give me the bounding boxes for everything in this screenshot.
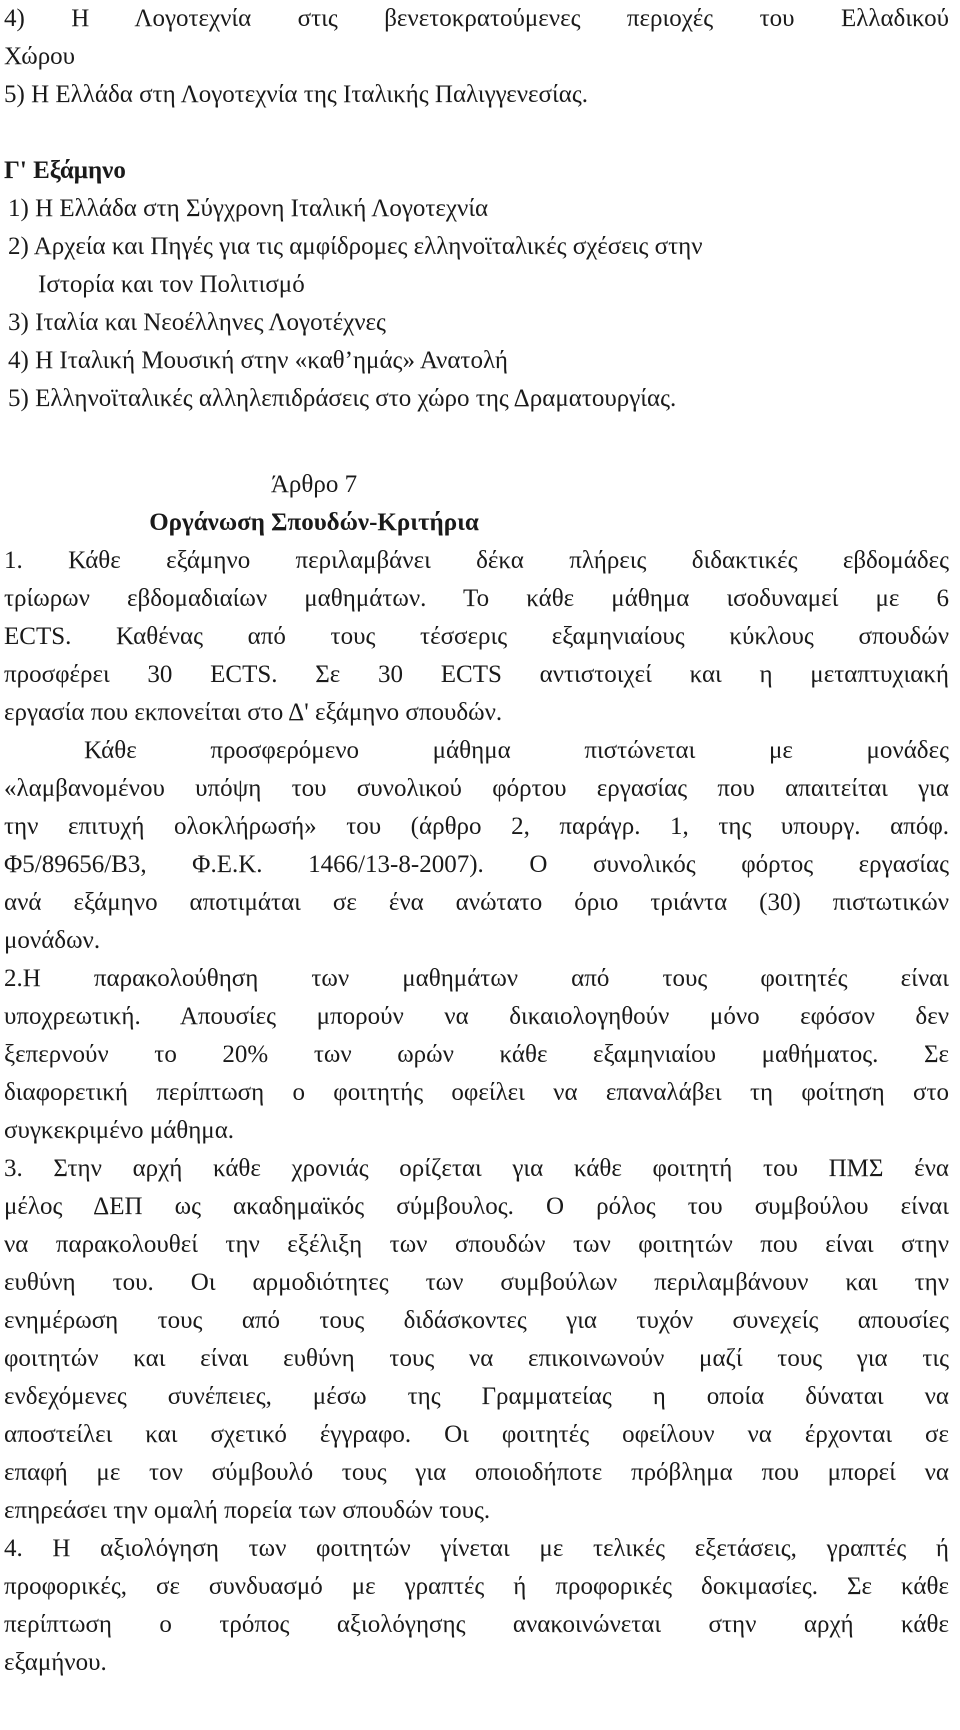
text-line: Φ5/89656/Β3, Φ.Ε.Κ. 1466/13-8-2007). Ο συνολικός φόρτος εργασίας	[4, 851, 949, 878]
text-line: διαφορετική περίπτωση ο φοιτητής οφείλει να επαναλάβει τη φοίτηση στο	[4, 1079, 949, 1106]
text-line: εξαμήνου.	[4, 1649, 107, 1676]
article-number: Άρθρο 7	[270, 471, 358, 498]
list-item: Χώρου	[4, 43, 76, 70]
text-line: ενδεχόμενες συνέπειες, μέσω της Γραμματείας η οποία δύναται να	[4, 1383, 949, 1410]
list-item: 4) Η Λογοτεχνία στις βενετοκρατούμενες περιοχές του Ελλαδικού	[4, 5, 949, 32]
list-item: Ιστορία και τον Πολιτισμό	[38, 271, 305, 298]
text-line: προσφέρει 30 ECTS. Σε 30 ECTS αντιστοιχεί και η μεταπτυχιακή	[4, 661, 949, 688]
document-page	[4, 0, 949, 1682]
paragraph-2	[4, 732, 949, 960]
text-line: ευθύνη του. Οι αρμοδιότητες των συμβούλων περιλαμβάνουν και την	[4, 1269, 949, 1296]
paragraph-1	[4, 542, 949, 732]
text-line: 2.Η παρακολούθηση των μαθημάτων από τους φοιτητές είναι	[4, 965, 949, 992]
list-item: 3) Ιταλία και Νεοέλληνες Λογοτέχνες	[8, 309, 386, 336]
article-heading	[4, 466, 624, 542]
text-line: αποστείλει και σχετικό έγγραφο. Οι φοιτητές οφείλουν να έρχονται σε	[4, 1421, 949, 1448]
top-list	[4, 0, 949, 114]
text-line: μέλος ΔΕΠ ως ακαδημαϊκός σύμβουλος. Ο ρόλος του συμβούλου είναι	[4, 1193, 949, 1220]
semester-c-section	[4, 152, 949, 418]
text-line: επηρεάσει την ομαλή πορεία των σπουδών τους.	[4, 1497, 491, 1524]
text-line: μονάδων.	[4, 927, 101, 954]
text-line: εργασία που εκπονείται στο Δ' εξάμηνο σπουδών.	[4, 699, 503, 726]
text-line: υποχρεωτική. Απουσίες μπορούν να δικαιολογηθούν μόνο εφόσον δεν	[4, 1003, 949, 1030]
text-line: φοιτητών και είναι ευθύνη τους να επικοινωνούν μαζί τους για τις	[4, 1345, 949, 1372]
text-line: 4. Η αξιολόγηση των φοιτητών γίνεται με τελικές εξετάσεις, γραπτές ή	[4, 1535, 949, 1562]
paragraph-3	[4, 960, 949, 1150]
text-line: προφορικές, σε συνδυασμό με γραπτές ή προφορικές δοκιμασίες. Σε κάθε	[4, 1573, 949, 1600]
paragraph-5	[4, 1530, 949, 1682]
text-line: ενημέρωση τους από τους διδάσκοντες για τυχόν συνεχείς απουσίες	[4, 1307, 949, 1334]
text-line: τρίωρων εβδομαδιαίων μαθημάτων. Το κάθε μάθημα ισοδυναμεί με 6	[4, 585, 949, 612]
text-line: την επιτυχή ολοκλήρωσή» του (άρθρο 2, παράγρ. 1, της υπουργ. απόφ.	[4, 813, 949, 840]
text-line: ECTS. Καθένας από τους τέσσερις εξαμηνιαίους κύκλους σπουδών	[4, 623, 949, 650]
semester-list	[4, 190, 949, 418]
text-line: περίπτωση ο τρόπος αξιολόγησης ανακοινώνεται στην αρχή κάθε	[4, 1611, 949, 1638]
text-line: να παρακολουθεί την εξέλιξη των σπουδών των φοιτητών που είναι στην	[4, 1231, 949, 1258]
list-item: 5) Η Ελλάδα στη Λογοτεχνία της Ιταλικής Παλιγγενεσίας.	[4, 81, 588, 108]
list-item: 2) Αρχεία και Πηγές για τις αμφίδρομες ελληνοϊταλικές σχέσεις στην	[8, 233, 703, 260]
text-line: επαφή με τον σύμβουλό τους για οποιοδήποτε πρόβλημα που μπορεί να	[4, 1459, 949, 1486]
article-title: Οργάνωση Σπουδών-Κριτήρια	[149, 509, 479, 536]
semester-title: Γ' Εξάμηνο	[4, 157, 126, 184]
list-item: 4) Η Ιταλική Μουσική στην «καθ’ημάς» Ανατολή	[8, 347, 508, 374]
text-line: 1. Κάθε εξάμηνο περιλαμβάνει δέκα πλήρεις διδακτικές εβδομάδες	[4, 547, 949, 574]
list-item: 5) Ελληνοϊταλικές αλληλεπιδράσεις στο χώρο της Δραματουργίας.	[8, 385, 677, 412]
text-line: «λαμβανομένου υπόψη του συνολικού φόρτου εργασίας που απαιτείται για	[4, 775, 949, 802]
text-line: συγκεκριμένο μάθημα.	[4, 1117, 235, 1144]
paragraph-4	[4, 1150, 949, 1530]
text-line: ξεπερνούν το 20% των ωρών κάθε εξαμηνιαίου μαθήματος. Σε	[4, 1041, 949, 1068]
text-line: 3. Στην αρχή κάθε χρονιάς ορίζεται για κάθε φοιτητή του ΠΜΣ ένα	[4, 1155, 949, 1182]
text-line: ανά εξάμηνο αποτιμάται σε ένα ανώτατο όριο τριάντα (30) πιστωτικών	[4, 889, 949, 916]
text-line: Κάθε προσφερόμενο μάθημα πιστώνεται με μονάδες	[84, 737, 949, 764]
list-item: 1) Η Ελλάδα στη Σύγχρονη Ιταλική Λογοτεχνία	[8, 195, 489, 222]
